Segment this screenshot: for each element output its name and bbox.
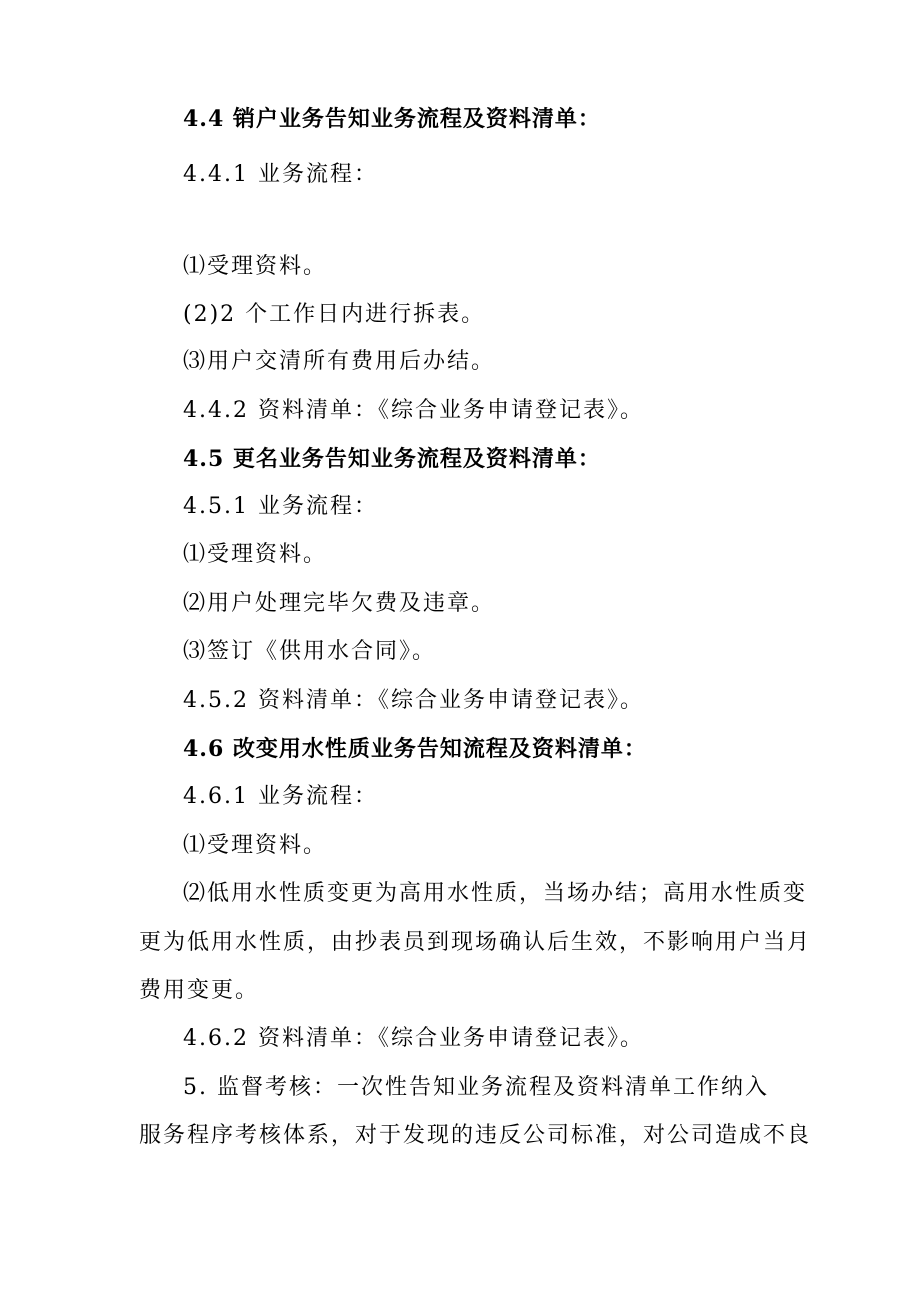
- step-4-4-1: ⑴受理资料。: [183, 254, 328, 279]
- section-heading-4-4: 4.4 销户业务告知业务流程及资料清单：: [183, 106, 601, 132]
- process-label-4-5-1: 4.5.1 业务流程：: [183, 494, 378, 519]
- supervision-paragraph-line-1: 5. 监督考核：一次性告知业务流程及资料清单工作纳入: [183, 1075, 769, 1100]
- step-4-6-2: ⑵低用水性质变更为高用水性质，当场办结；高用水性质变: [183, 881, 808, 906]
- step-4-4-3: ⑶用户交清所有费用后办结。: [183, 349, 496, 374]
- materials-4-6-2: 4.6.2 资料清单：《综合业务申请登记表》。: [183, 1026, 644, 1051]
- materials-4-5-2: 4.5.2 资料清单：《综合业务申请登记表》。: [183, 688, 644, 713]
- section-heading-4-6: 4.6 改变用水性质业务告知流程及资料清单：: [183, 736, 647, 762]
- section-heading-4-5: 4.5 更名业务告知业务流程及资料清单：: [183, 446, 601, 472]
- supervision-paragraph-line-2: 服务程序考核体系，对于发现的违反公司标准，对公司造成不良: [139, 1123, 812, 1148]
- step-4-4-2: (2)2 个工作日内进行拆表。: [183, 302, 486, 327]
- materials-4-4-2: 4.4.2 资料清单：《综合业务申请登记表》。: [183, 398, 644, 423]
- step-4-6-1: ⑴受理资料。: [183, 833, 328, 858]
- step-4-5-2: ⑵用户处理完毕欠费及违章。: [183, 591, 496, 616]
- step-4-6-2-cont-1: 更为低用水性质，由抄表员到现场确认后生效，不影响用户当月: [139, 930, 812, 955]
- process-label-4-4-1: 4.4.1 业务流程：: [183, 162, 378, 187]
- step-4-5-3: ⑶签订《供用水合同》。: [183, 639, 437, 664]
- process-label-4-6-1: 4.6.1 业务流程：: [183, 784, 378, 809]
- step-4-6-2-cont-2: 费用变更。: [139, 978, 260, 1003]
- step-4-5-1: ⑴受理资料。: [183, 542, 328, 567]
